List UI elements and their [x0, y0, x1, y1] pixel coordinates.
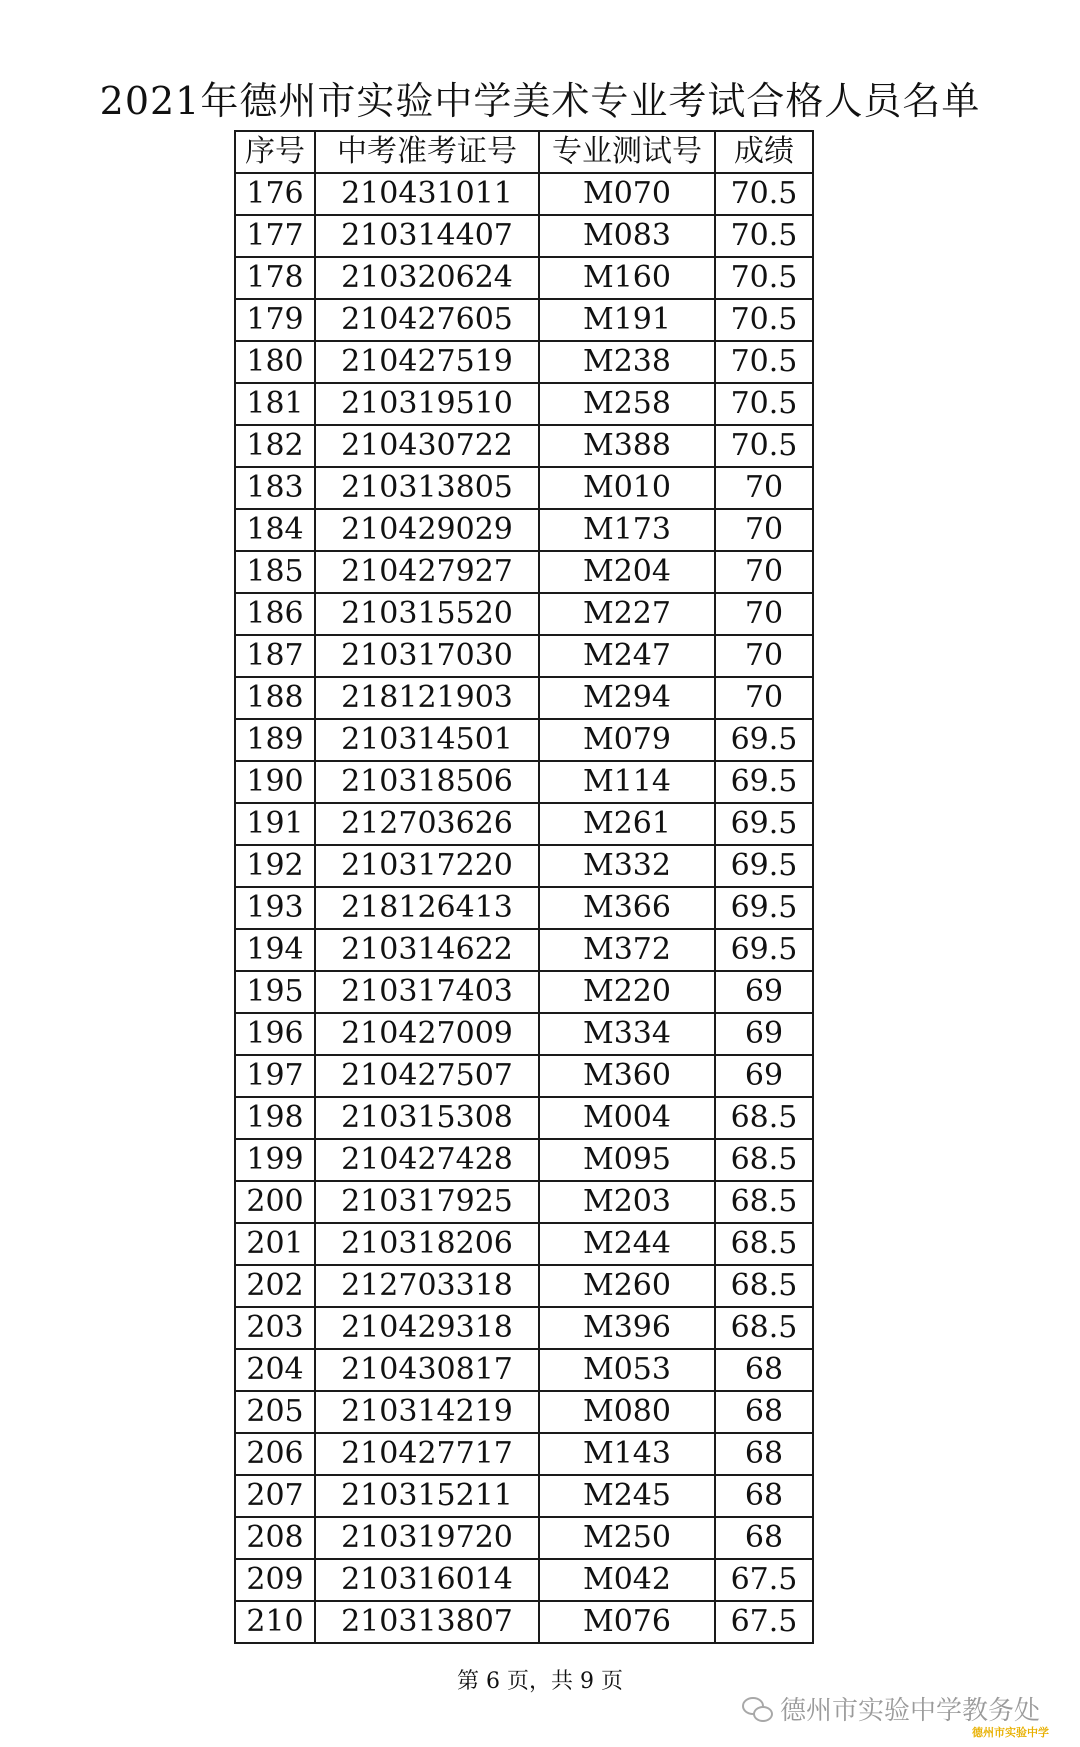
header-score: 成绩	[715, 131, 813, 173]
cell-exam-id: 210431011	[315, 173, 539, 215]
cell-seq: 203	[235, 1307, 315, 1349]
cell-score: 70	[715, 551, 813, 593]
cell-test-number: M227	[539, 593, 715, 635]
cell-seq: 177	[235, 215, 315, 257]
cell-exam-id: 210314501	[315, 719, 539, 761]
cell-seq: 187	[235, 635, 315, 677]
cell-test-number: M372	[539, 929, 715, 971]
cell-test-number: M366	[539, 887, 715, 929]
cell-exam-id: 210313805	[315, 467, 539, 509]
cell-seq: 191	[235, 803, 315, 845]
cell-seq: 207	[235, 1475, 315, 1517]
cell-exam-id: 210315308	[315, 1097, 539, 1139]
cell-score: 68	[715, 1349, 813, 1391]
cell-test-number: M042	[539, 1559, 715, 1601]
cell-exam-id: 210427009	[315, 1013, 539, 1055]
cell-seq: 186	[235, 593, 315, 635]
cell-score: 70.5	[715, 425, 813, 467]
cell-test-number: M247	[539, 635, 715, 677]
cell-test-number: M070	[539, 173, 715, 215]
cell-seq: 208	[235, 1517, 315, 1559]
table-row	[235, 1391, 813, 1433]
table-body	[235, 173, 813, 1643]
cell-seq: 189	[235, 719, 315, 761]
cell-score: 70.5	[715, 383, 813, 425]
cell-test-number: M191	[539, 299, 715, 341]
table-row	[235, 719, 813, 761]
cell-exam-id: 210429029	[315, 509, 539, 551]
cell-test-number: M258	[539, 383, 715, 425]
cell-test-number: M261	[539, 803, 715, 845]
page-footer: 第 6 页，共 9 页	[457, 1669, 623, 1694]
cell-seq: 183	[235, 467, 315, 509]
table-row	[235, 509, 813, 551]
cell-score: 69.5	[715, 887, 813, 929]
cell-seq: 206	[235, 1433, 315, 1475]
cell-seq: 200	[235, 1181, 315, 1223]
table-row	[235, 173, 813, 215]
cell-test-number: M143	[539, 1433, 715, 1475]
cell-score: 68	[715, 1433, 813, 1475]
cell-seq: 188	[235, 677, 315, 719]
cell-score: 68	[715, 1475, 813, 1517]
table-row	[235, 1055, 813, 1097]
cell-test-number: M203	[539, 1181, 715, 1223]
cell-score: 70	[715, 593, 813, 635]
cell-score: 69.5	[715, 929, 813, 971]
cell-test-number: M396	[539, 1307, 715, 1349]
table-row	[235, 1097, 813, 1139]
cell-test-number: M245	[539, 1475, 715, 1517]
header-test-number: 专业测试号	[539, 131, 715, 173]
cell-exam-id: 210427717	[315, 1433, 539, 1475]
cell-seq: 185	[235, 551, 315, 593]
cell-score: 69.5	[715, 761, 813, 803]
cell-seq: 197	[235, 1055, 315, 1097]
table-row	[235, 1139, 813, 1181]
cell-exam-id: 210427605	[315, 299, 539, 341]
watermark-text: 德州市实验中学教务处	[780, 1696, 1041, 1726]
cell-test-number: M388	[539, 425, 715, 467]
cell-test-number: M334	[539, 1013, 715, 1055]
cell-exam-id: 218126413	[315, 887, 539, 929]
table-row	[235, 677, 813, 719]
cell-score: 70	[715, 635, 813, 677]
table-row	[235, 467, 813, 509]
cell-exam-id: 210430722	[315, 425, 539, 467]
cell-test-number: M004	[539, 1097, 715, 1139]
cell-seq: 184	[235, 509, 315, 551]
cell-exam-id: 210316014	[315, 1559, 539, 1601]
cell-exam-id: 210320624	[315, 257, 539, 299]
cell-exam-id: 210429318	[315, 1307, 539, 1349]
cell-test-number: M160	[539, 257, 715, 299]
cell-seq: 202	[235, 1265, 315, 1307]
cell-seq: 198	[235, 1097, 315, 1139]
cell-seq: 210	[235, 1601, 315, 1643]
cell-exam-id: 210315520	[315, 593, 539, 635]
table-row	[235, 341, 813, 383]
table-row	[235, 1433, 813, 1475]
table-row	[235, 1265, 813, 1307]
cell-exam-id: 210430817	[315, 1349, 539, 1391]
cell-exam-id: 210427507	[315, 1055, 539, 1097]
cell-test-number: M204	[539, 551, 715, 593]
table-row	[235, 383, 813, 425]
cell-score: 68.5	[715, 1223, 813, 1265]
table-row	[235, 1349, 813, 1391]
table-row	[235, 635, 813, 677]
cell-score: 70.5	[715, 257, 813, 299]
cell-exam-id: 210318506	[315, 761, 539, 803]
header-seq: 序号	[235, 131, 315, 173]
cell-seq: 209	[235, 1559, 315, 1601]
table-row	[235, 845, 813, 887]
cell-exam-id: 210319510	[315, 383, 539, 425]
cell-exam-id: 210317403	[315, 971, 539, 1013]
cell-test-number: M076	[539, 1601, 715, 1643]
cell-seq: 181	[235, 383, 315, 425]
cell-score: 69.5	[715, 719, 813, 761]
cell-seq: 180	[235, 341, 315, 383]
cell-exam-id: 210427927	[315, 551, 539, 593]
table-row	[235, 929, 813, 971]
cell-seq: 192	[235, 845, 315, 887]
table-row	[235, 971, 813, 1013]
cell-seq: 204	[235, 1349, 315, 1391]
cell-seq: 190	[235, 761, 315, 803]
cell-test-number: M079	[539, 719, 715, 761]
cell-seq: 195	[235, 971, 315, 1013]
table-row	[235, 887, 813, 929]
cell-test-number: M080	[539, 1391, 715, 1433]
cell-test-number: M010	[539, 467, 715, 509]
header-exam-id: 中考准考证号	[315, 131, 539, 173]
table-row	[235, 551, 813, 593]
cell-score: 68.5	[715, 1307, 813, 1349]
cell-test-number: M053	[539, 1349, 715, 1391]
cell-score: 70	[715, 467, 813, 509]
table-row	[235, 1223, 813, 1265]
table-row	[235, 1475, 813, 1517]
table-row	[235, 257, 813, 299]
cell-test-number: M095	[539, 1139, 715, 1181]
results-table	[234, 130, 814, 1644]
cell-score: 67.5	[715, 1559, 813, 1601]
cell-exam-id: 210318206	[315, 1223, 539, 1265]
cell-test-number: M238	[539, 341, 715, 383]
cell-exam-id: 210315211	[315, 1475, 539, 1517]
cell-score: 69	[715, 971, 813, 1013]
cell-seq: 176	[235, 173, 315, 215]
cell-score: 68.5	[715, 1265, 813, 1307]
table-row	[235, 593, 813, 635]
cell-test-number: M173	[539, 509, 715, 551]
cell-seq: 199	[235, 1139, 315, 1181]
cell-exam-id: 210313807	[315, 1601, 539, 1643]
cell-score: 68.5	[715, 1181, 813, 1223]
cell-seq: 194	[235, 929, 315, 971]
cell-score: 69	[715, 1013, 813, 1055]
wechat-icon	[742, 1697, 772, 1721]
table-row	[235, 1559, 813, 1601]
cell-exam-id: 218121903	[315, 677, 539, 719]
cell-score: 70.5	[715, 299, 813, 341]
cell-seq: 179	[235, 299, 315, 341]
table-row	[235, 425, 813, 467]
cell-test-number: M360	[539, 1055, 715, 1097]
cell-score: 70.5	[715, 173, 813, 215]
cell-score: 69	[715, 1055, 813, 1097]
cell-score: 68	[715, 1391, 813, 1433]
cell-exam-id: 210314219	[315, 1391, 539, 1433]
cell-exam-id: 210427428	[315, 1139, 539, 1181]
table-row	[235, 215, 813, 257]
table-row	[235, 1517, 813, 1559]
cell-test-number: M220	[539, 971, 715, 1013]
table-row	[235, 1181, 813, 1223]
cell-test-number: M260	[539, 1265, 715, 1307]
cell-exam-id: 210317925	[315, 1181, 539, 1223]
cell-score: 69.5	[715, 845, 813, 887]
cell-score: 67.5	[715, 1601, 813, 1643]
cell-test-number: M294	[539, 677, 715, 719]
cell-test-number: M114	[539, 761, 715, 803]
page-title: 2021年德州市实验中学美术专业考试合格人员名单	[99, 79, 981, 123]
table-row	[235, 803, 813, 845]
table-row	[235, 761, 813, 803]
table-header-row	[235, 131, 813, 173]
table-row	[235, 1013, 813, 1055]
table-row	[235, 299, 813, 341]
cell-test-number: M083	[539, 215, 715, 257]
cell-score: 68	[715, 1517, 813, 1559]
cell-score: 70	[715, 677, 813, 719]
watermark	[742, 1690, 1040, 1727]
cell-exam-id: 210317220	[315, 845, 539, 887]
cell-test-number: M250	[539, 1517, 715, 1559]
cell-score: 68.5	[715, 1139, 813, 1181]
table-row	[235, 1307, 813, 1349]
cell-score: 70.5	[715, 341, 813, 383]
cell-seq: 201	[235, 1223, 315, 1265]
school-badge-text: 德州市实验中学	[972, 1726, 1049, 1739]
cell-exam-id: 210427519	[315, 341, 539, 383]
cell-score: 68.5	[715, 1097, 813, 1139]
cell-exam-id: 210314622	[315, 929, 539, 971]
cell-seq: 205	[235, 1391, 315, 1433]
table-row	[235, 1601, 813, 1643]
cell-score: 70	[715, 509, 813, 551]
cell-seq: 193	[235, 887, 315, 929]
cell-score: 69.5	[715, 803, 813, 845]
cell-exam-id: 210319720	[315, 1517, 539, 1559]
cell-exam-id: 212703318	[315, 1265, 539, 1307]
cell-exam-id: 212703626	[315, 803, 539, 845]
cell-seq: 182	[235, 425, 315, 467]
cell-exam-id: 210314407	[315, 215, 539, 257]
cell-score: 70.5	[715, 215, 813, 257]
cell-test-number: M332	[539, 845, 715, 887]
cell-exam-id: 210317030	[315, 635, 539, 677]
cell-seq: 196	[235, 1013, 315, 1055]
cell-test-number: M244	[539, 1223, 715, 1265]
cell-seq: 178	[235, 257, 315, 299]
